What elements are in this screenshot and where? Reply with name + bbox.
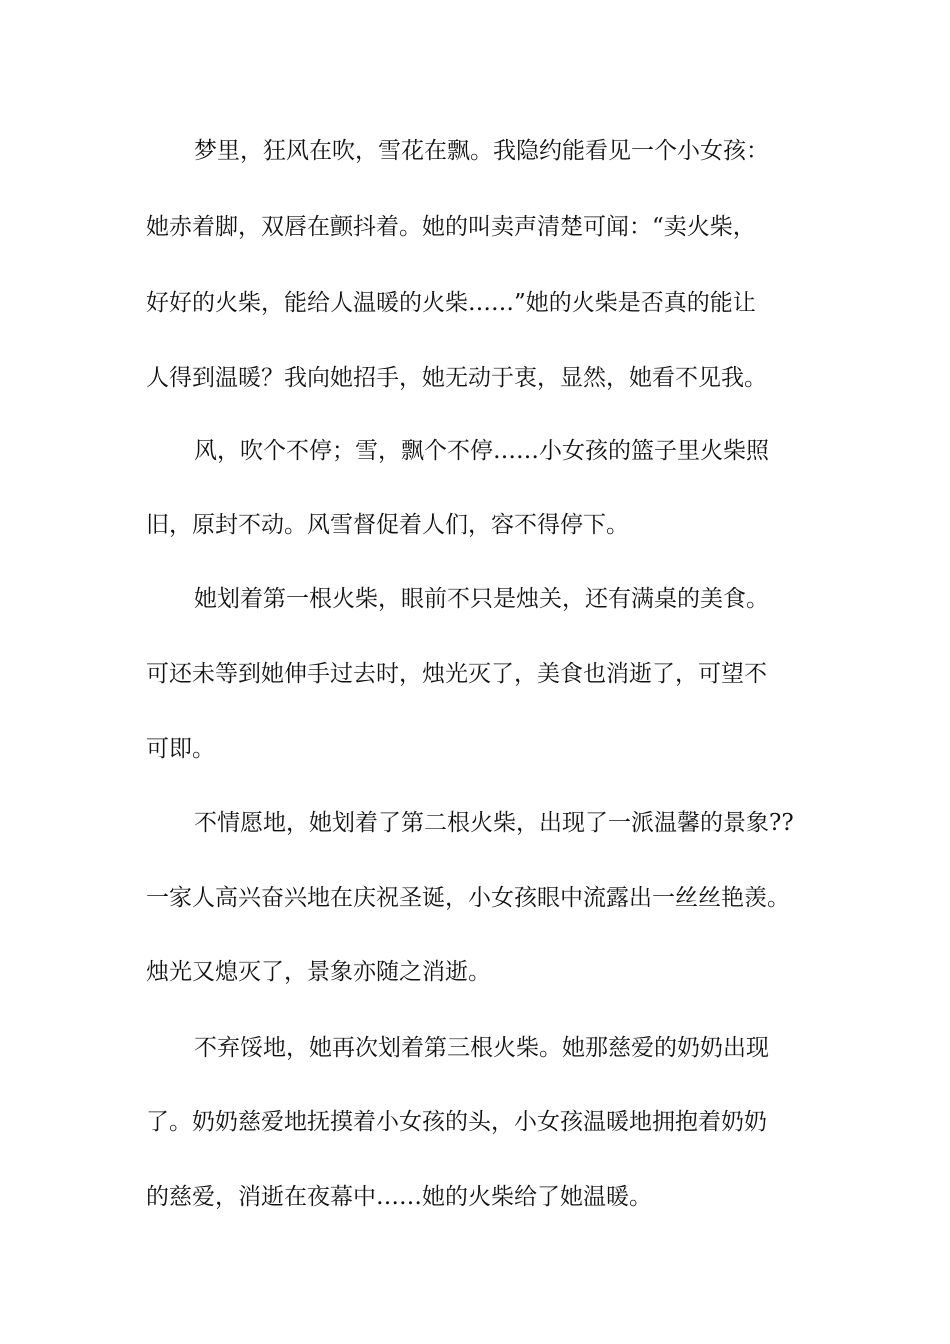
paragraph-1-line-4: 人得到温暖？我向她招手，她无动于衷，显然，她看不见我。 bbox=[146, 365, 767, 391]
paragraph-3-line-2: 可还未等到她伸手过去时，烛光灭了，美食也消逝了，可望不 bbox=[146, 661, 767, 687]
paragraph-4-line-2: 一家人高兴奋兴地在庆祝圣诞，小女孩眼中流露出一丝丝艳羡。 bbox=[146, 885, 790, 911]
paragraph-2-line-1: 风，吹个不停；雪，飘个不停……小女孩的篮子里火柴照 bbox=[194, 438, 769, 464]
paragraph-1-line-2: 她赤着脚，双唇在颤抖着。她的叫卖声清楚可闻：“卖火柴， bbox=[146, 214, 756, 240]
paragraph-4-line-1: 不情愿地，她划着了第二根火柴，出现了一派温馨的景象?? bbox=[194, 810, 794, 836]
paragraph-5-line-3: 的慈爱，消逝在夜幕中……她的火柴给了她温暖。 bbox=[146, 1184, 652, 1210]
paragraph-2-line-2: 旧，原封不动。风雪督促着人们，容不得停下。 bbox=[146, 512, 629, 538]
paragraph-5-line-2: 了。奶奶慈爱地抚摸着小女孩的头，小女孩温暖地拥抱着奶奶 bbox=[146, 1109, 767, 1135]
paragraph-1-line-3: 好好的火柴，能给人温暖的火柴……”她的火柴是否真的能让 bbox=[146, 290, 756, 316]
paragraph-3-line-3: 可即。 bbox=[146, 736, 215, 762]
paragraph-1-line-1: 梦里，狂风在吹，雪花在飘。我隐约能看见一个小女孩： bbox=[194, 138, 769, 164]
paragraph-3-line-1: 她划着第一根火柴，眼前不只是烛关，还有满桌的美食。 bbox=[194, 586, 769, 612]
paragraph-4-line-3: 烛光又熄灭了，景象亦随之消逝。 bbox=[146, 959, 491, 985]
paragraph-5-line-1: 不弃馁地，她再次划着第三根火柴。她那慈爱的奶奶出现 bbox=[194, 1035, 769, 1061]
